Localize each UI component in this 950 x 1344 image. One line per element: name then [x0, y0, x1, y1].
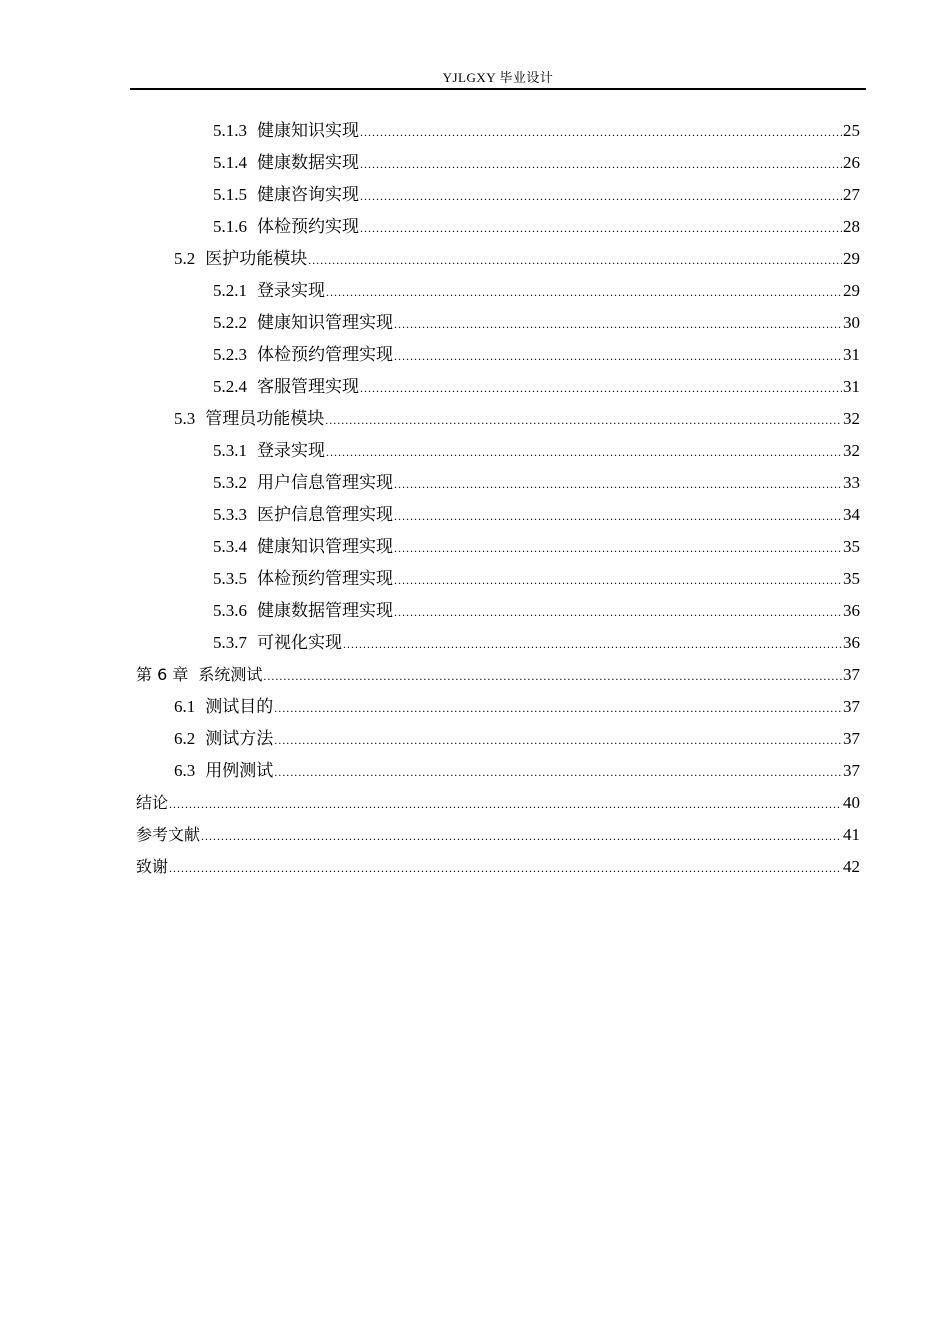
toc-entry-title: 系统测试 — [198, 665, 263, 684]
toc-entry-label — [213, 211, 359, 243]
toc-entry-title: 健康数据实现 — [257, 153, 359, 172]
toc-entry-title: 医护信息管理实现 — [257, 505, 393, 524]
toc-dot-leader — [201, 820, 842, 852]
toc-entry[interactable] — [136, 723, 860, 755]
toc-entry-title: 致谢 — [136, 857, 169, 876]
toc-entry-number: 第 6 章 — [136, 665, 189, 684]
toc-entry-label — [174, 243, 307, 275]
toc-entry[interactable] — [136, 211, 860, 243]
toc-dot-leader — [360, 372, 842, 404]
toc-dot-leader — [394, 564, 842, 596]
toc-entry-title: 健康数据管理实现 — [257, 601, 393, 620]
toc-entry[interactable] — [136, 371, 860, 403]
toc-entry-label — [136, 659, 262, 691]
toc-dot-leader — [274, 756, 842, 788]
toc-entry-page: 36 — [843, 633, 860, 652]
toc-dot-leader — [360, 212, 842, 244]
toc-dot-leader — [360, 116, 842, 148]
toc-dot-leader — [394, 308, 842, 340]
toc-entry-page: 34 — [843, 505, 860, 524]
toc-dot-leader — [274, 692, 842, 724]
toc-dot-leader — [325, 404, 842, 436]
toc-entry-page: 42 — [843, 857, 860, 876]
toc-entry-title: 体检预约管理实现 — [257, 345, 393, 364]
toc-entry-number: 5.3.1 — [213, 441, 247, 460]
toc-entry-label — [213, 435, 325, 467]
toc-entry-page: 27 — [843, 185, 860, 204]
toc-entry-label — [136, 819, 200, 851]
toc-entry-number: 5.1.5 — [213, 185, 247, 204]
toc-entry-title: 体检预约管理实现 — [257, 569, 393, 588]
toc-entry-number: 5.3.7 — [213, 633, 247, 652]
toc-entry-page: 31 — [843, 345, 860, 364]
toc-entry-number: 5.3.2 — [213, 473, 247, 492]
toc-entry-title: 体检预约实现 — [257, 217, 359, 236]
toc-entry-label — [213, 115, 359, 147]
toc-entry-number: 5.2.4 — [213, 377, 247, 396]
toc-dot-leader — [263, 660, 842, 692]
toc-entry-page: 33 — [843, 473, 860, 492]
toc-entry-title: 可视化实现 — [257, 633, 342, 652]
toc-entry-title: 健康知识管理实现 — [257, 313, 393, 332]
toc-dot-leader — [360, 180, 842, 212]
toc-entry-number: 5.3 — [174, 409, 196, 428]
toc-entry-page: 30 — [843, 313, 860, 332]
toc-entry[interactable] — [136, 627, 860, 659]
toc-entry[interactable] — [136, 275, 860, 307]
toc-dot-leader — [360, 148, 842, 180]
toc-entry-number: 6.2 — [174, 729, 196, 748]
toc-entry[interactable] — [136, 467, 860, 499]
toc-entry-title: 用例测试 — [205, 761, 274, 780]
toc-entry[interactable] — [136, 691, 860, 723]
toc-entry-number: 5.3.6 — [213, 601, 247, 620]
toc-dot-leader — [169, 852, 842, 884]
toc-entry-label — [213, 371, 359, 403]
toc-entry[interactable] — [136, 243, 860, 275]
toc-entry-title: 健康知识管理实现 — [257, 537, 393, 556]
toc-dot-leader — [326, 276, 842, 308]
toc-entry[interactable] — [136, 755, 860, 787]
toc-dot-leader — [169, 788, 842, 820]
toc-entry-page: 37 — [843, 697, 860, 716]
toc-entry-page: 40 — [843, 793, 860, 812]
toc-entry-label — [213, 179, 359, 211]
toc-dot-leader — [394, 532, 842, 564]
toc-entry-page: 32 — [843, 441, 860, 460]
toc-entry-title: 参考文献 — [136, 825, 201, 844]
toc-entry[interactable] — [136, 403, 860, 435]
toc-entry-number: 5.3.5 — [213, 569, 247, 588]
toc-entry-title: 登录实现 — [257, 441, 325, 460]
toc-entry[interactable] — [136, 499, 860, 531]
toc-dot-leader — [343, 628, 842, 660]
toc-entry-label — [174, 403, 324, 435]
toc-dot-leader — [394, 596, 842, 628]
toc-entry-label — [213, 467, 393, 499]
toc-dot-leader — [394, 340, 842, 372]
toc-entry-number: 5.2.2 — [213, 313, 247, 332]
toc-entry-page: 32 — [843, 409, 860, 428]
page-header: YJLGXY 毕业设计 — [130, 68, 866, 90]
toc-entry[interactable] — [136, 307, 860, 339]
toc-entry[interactable] — [136, 851, 860, 883]
toc-entry-number: 5.1.3 — [213, 121, 247, 140]
toc-entry-label — [136, 851, 168, 883]
toc-entry-label — [213, 307, 393, 339]
toc-entry[interactable] — [136, 819, 860, 851]
toc-entry-page: 28 — [843, 217, 860, 236]
toc-entry-page: 41 — [843, 825, 860, 844]
toc-entry[interactable] — [136, 339, 860, 371]
toc-dot-leader — [326, 436, 842, 468]
toc-entry-page: 37 — [843, 761, 860, 780]
toc-entry-number: 5.2.1 — [213, 281, 247, 300]
toc-entry-page: 35 — [843, 537, 860, 556]
toc-entry-title: 测试方法 — [205, 729, 274, 748]
toc-entry-page: 29 — [843, 249, 860, 268]
toc-entry-title: 用户信息管理实现 — [257, 473, 393, 492]
toc-entry-page: 37 — [843, 729, 860, 748]
toc-entry-number: 5.3.4 — [213, 537, 247, 556]
toc-dot-leader — [274, 724, 842, 756]
toc-entry-label — [213, 275, 325, 307]
toc-entry-page: 26 — [843, 153, 860, 172]
toc-entry-title: 健康知识实现 — [257, 121, 359, 140]
toc-entry[interactable] — [136, 595, 860, 627]
toc-entry[interactable] — [136, 787, 860, 819]
toc-entry-page: 37 — [843, 665, 860, 684]
toc-entry-page: 29 — [843, 281, 860, 300]
toc-entry-label — [213, 627, 342, 659]
toc-entry-number: 6.3 — [174, 761, 196, 780]
toc-entry-label — [174, 723, 273, 755]
toc-entry-page: 31 — [843, 377, 860, 396]
toc-entry-title: 健康咨询实现 — [257, 185, 359, 204]
toc-entry[interactable] — [136, 531, 860, 563]
toc-entry-number: 5.3.3 — [213, 505, 247, 524]
toc-entry-label — [213, 531, 393, 563]
toc-entry[interactable] — [136, 179, 860, 211]
toc-entry-title: 测试目的 — [205, 697, 274, 716]
table-of-contents — [136, 115, 860, 883]
toc-entry-number: 6.1 — [174, 697, 196, 716]
toc-entry-label — [213, 339, 393, 371]
toc-entry-label — [213, 563, 393, 595]
toc-entry-title: 管理员功能模块 — [205, 409, 325, 428]
toc-entry-label — [213, 499, 393, 531]
toc-dot-leader — [394, 468, 842, 500]
toc-entry-label — [213, 147, 359, 179]
toc-entry[interactable] — [136, 659, 860, 691]
toc-entry-title: 登录实现 — [257, 281, 325, 300]
toc-entry[interactable] — [136, 563, 860, 595]
toc-dot-leader — [308, 244, 842, 276]
toc-entry-number: 5.1.6 — [213, 217, 247, 236]
toc-entry-page: 36 — [843, 601, 860, 620]
toc-dot-leader — [394, 500, 842, 532]
toc-entry-label — [136, 787, 168, 819]
toc-entry-page: 35 — [843, 569, 860, 588]
toc-entry-number: 5.2 — [174, 249, 196, 268]
toc-entry-title: 医护功能模块 — [205, 249, 308, 268]
toc-entry-label — [174, 691, 273, 723]
toc-entry-label — [213, 595, 393, 627]
toc-entry-title: 客服管理实现 — [257, 377, 359, 396]
toc-entry-number: 5.1.4 — [213, 153, 247, 172]
toc-entry-label — [174, 755, 273, 787]
toc-entry-title: 结论 — [136, 793, 169, 812]
toc-entry-number: 5.2.3 — [213, 345, 247, 364]
toc-entry[interactable] — [136, 435, 860, 467]
toc-entry-page: 25 — [843, 121, 860, 140]
toc-entry[interactable] — [136, 147, 860, 179]
toc-entry[interactable] — [136, 115, 860, 147]
